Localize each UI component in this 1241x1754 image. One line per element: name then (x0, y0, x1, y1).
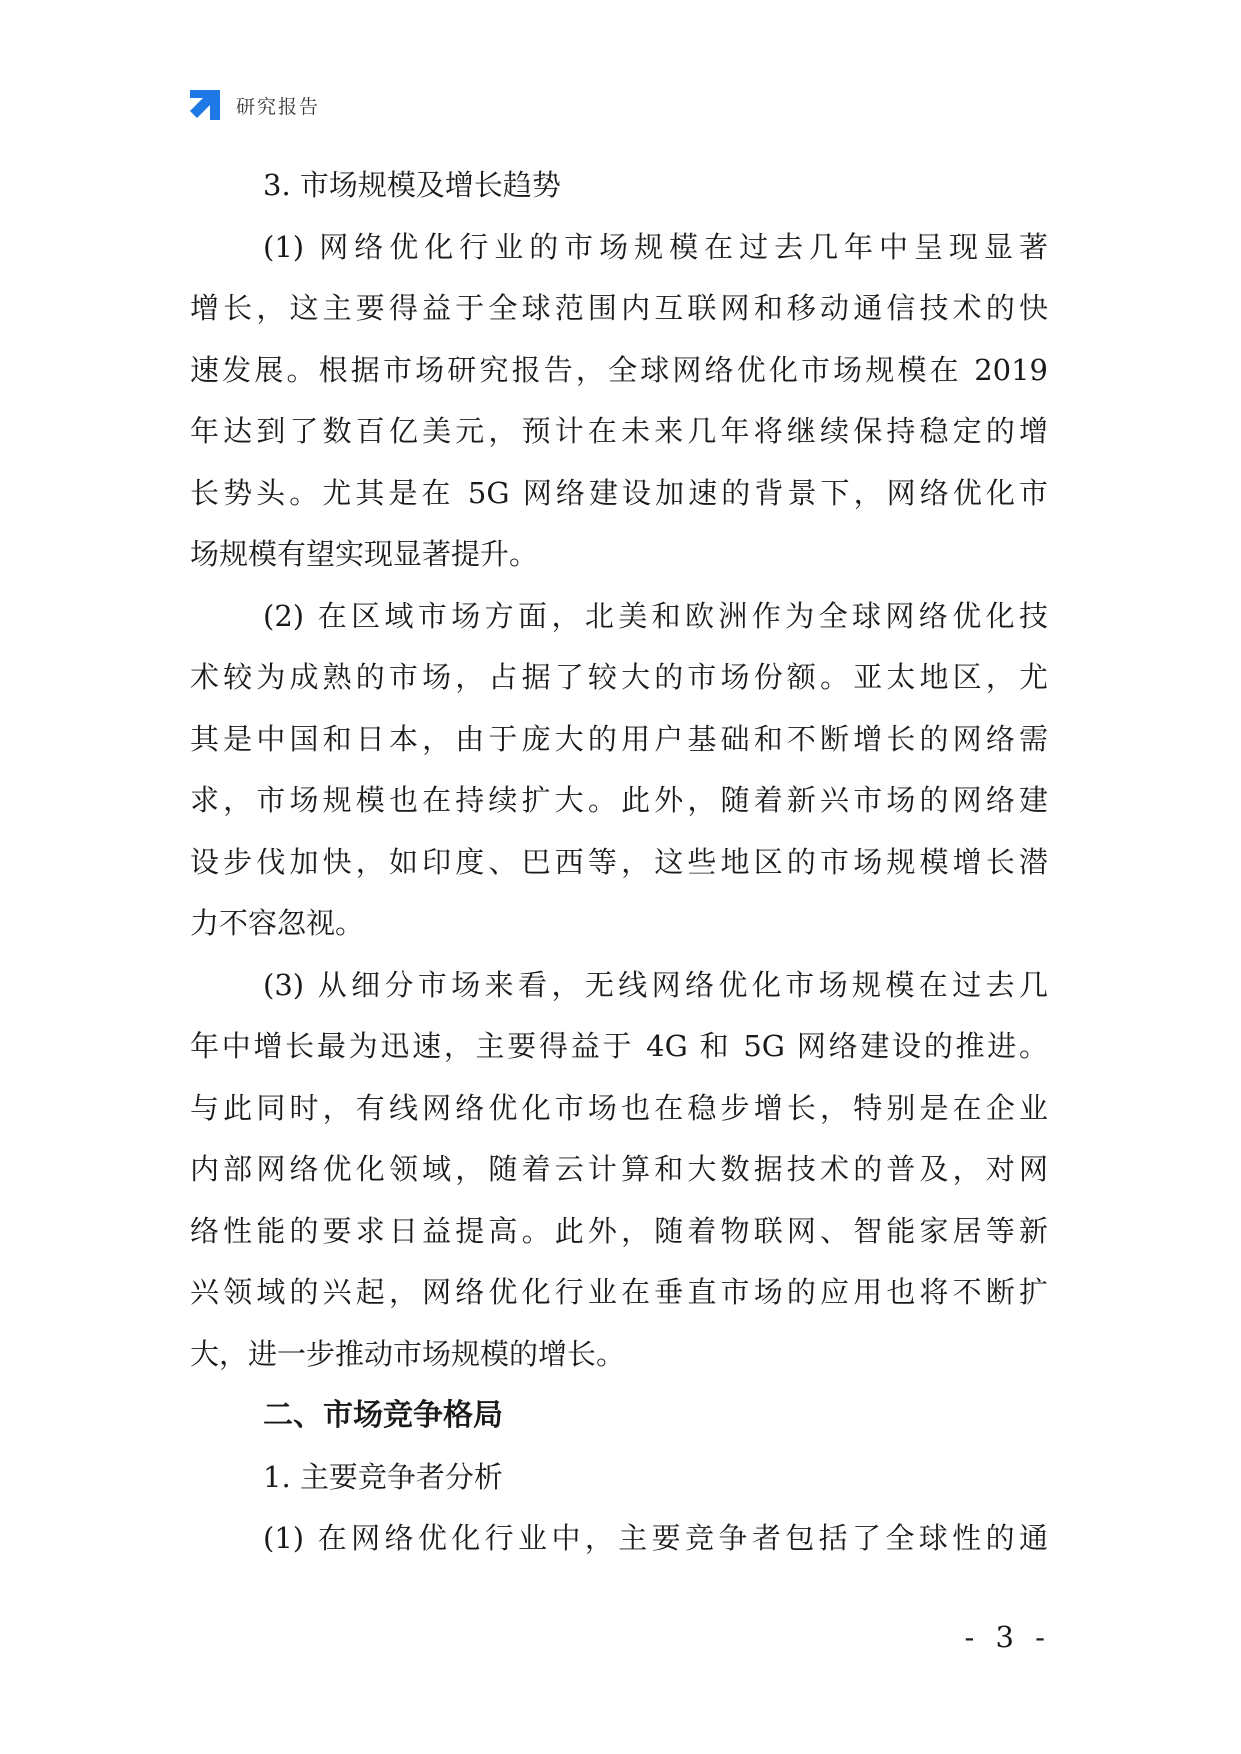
paragraph-line: 与此同时，有线网络优化市场也在稳步增长，特别是在企业 (190, 1090, 1048, 1125)
paragraph-line: 兴领域的兴起，网络优化行业在垂直市场的应用也将不断扩 (190, 1275, 1048, 1309)
paragraph-line: (1) 网络优化行业的市场规模在过去几年中呈现显著 (263, 229, 1048, 264)
page-header (188, 88, 320, 122)
paragraph-line: 求，市场规模也在持续扩大。此外，随着新兴市场的网络建 (190, 783, 1048, 817)
paragraph-line: 设步伐加快，如印度、巴西等，这些地区的市场规模增长潜 (190, 844, 1048, 879)
header-title: 研究报告 (236, 95, 321, 118)
paragraph-line: 络性能的要求日益提高。此外，随着物联网、智能家居等新 (190, 1213, 1048, 1248)
paragraph-line: 年达到了数百亿美元，预计在未来几年将继续保持稳定的增 (190, 414, 1048, 448)
arrow-up-right-icon (188, 88, 222, 122)
paragraph-line: 年中增长最为迅速，主要得益于 4G 和 5G 网络建设的推进。 (190, 1029, 1048, 1063)
paragraph-line: 长势头。尤其是在 5G 网络建设加速的背景下，网络优化市 (190, 475, 1048, 510)
paragraph-line: (1) 在网络优化行业中，主要竞争者包括了全球性的通 (263, 1521, 1048, 1555)
paragraph-line: (2) 在区域市场方面，北美和欧洲作为全球网络优化技 (263, 598, 1048, 633)
paragraph-line: 速发展。根据市场研究报告，全球网络优化市场规模在 2019 (190, 352, 1048, 387)
section-title-market-size: 3. 市场规模及增长趋势 (263, 168, 561, 202)
paragraph-segment-market (190, 955, 1048, 1386)
paragraph-line: 增长，这主要得益于全球范围内互联网和移动通信技术的快 (190, 291, 1048, 325)
paragraph-line: 术较为成熟的市场，占据了较大的市场份额。亚太地区，尤 (190, 660, 1048, 694)
document-body (190, 155, 1048, 1570)
page-number: - 3 - (964, 1620, 1051, 1654)
paragraph-line: (3) 从细分市场来看，无线网络优化市场规模在过去几 (263, 967, 1048, 1002)
section-heading-competition: 二、市场竞争格局 (263, 1398, 503, 1433)
paragraph-line: 力不容忽视。 (190, 906, 365, 940)
paragraph-line: 其是中国和日本，由于庞大的用户基础和不断增长的网络需 (190, 721, 1048, 756)
paragraph-line: 大，进一步推动市场规模的增长。 (190, 1336, 626, 1371)
paragraph-competitors (190, 1508, 1048, 1570)
subsection-title-competitors: 1. 主要竞争者分析 (263, 1459, 503, 1494)
paragraph-line: 内部网络优化领域，随着云计算和大数据技术的普及，对网 (190, 1152, 1048, 1186)
paragraph-line: 场规模有望实现显著提升。 (190, 537, 539, 571)
paragraph-regional-market (190, 586, 1048, 955)
paragraph-market-growth (190, 217, 1048, 586)
